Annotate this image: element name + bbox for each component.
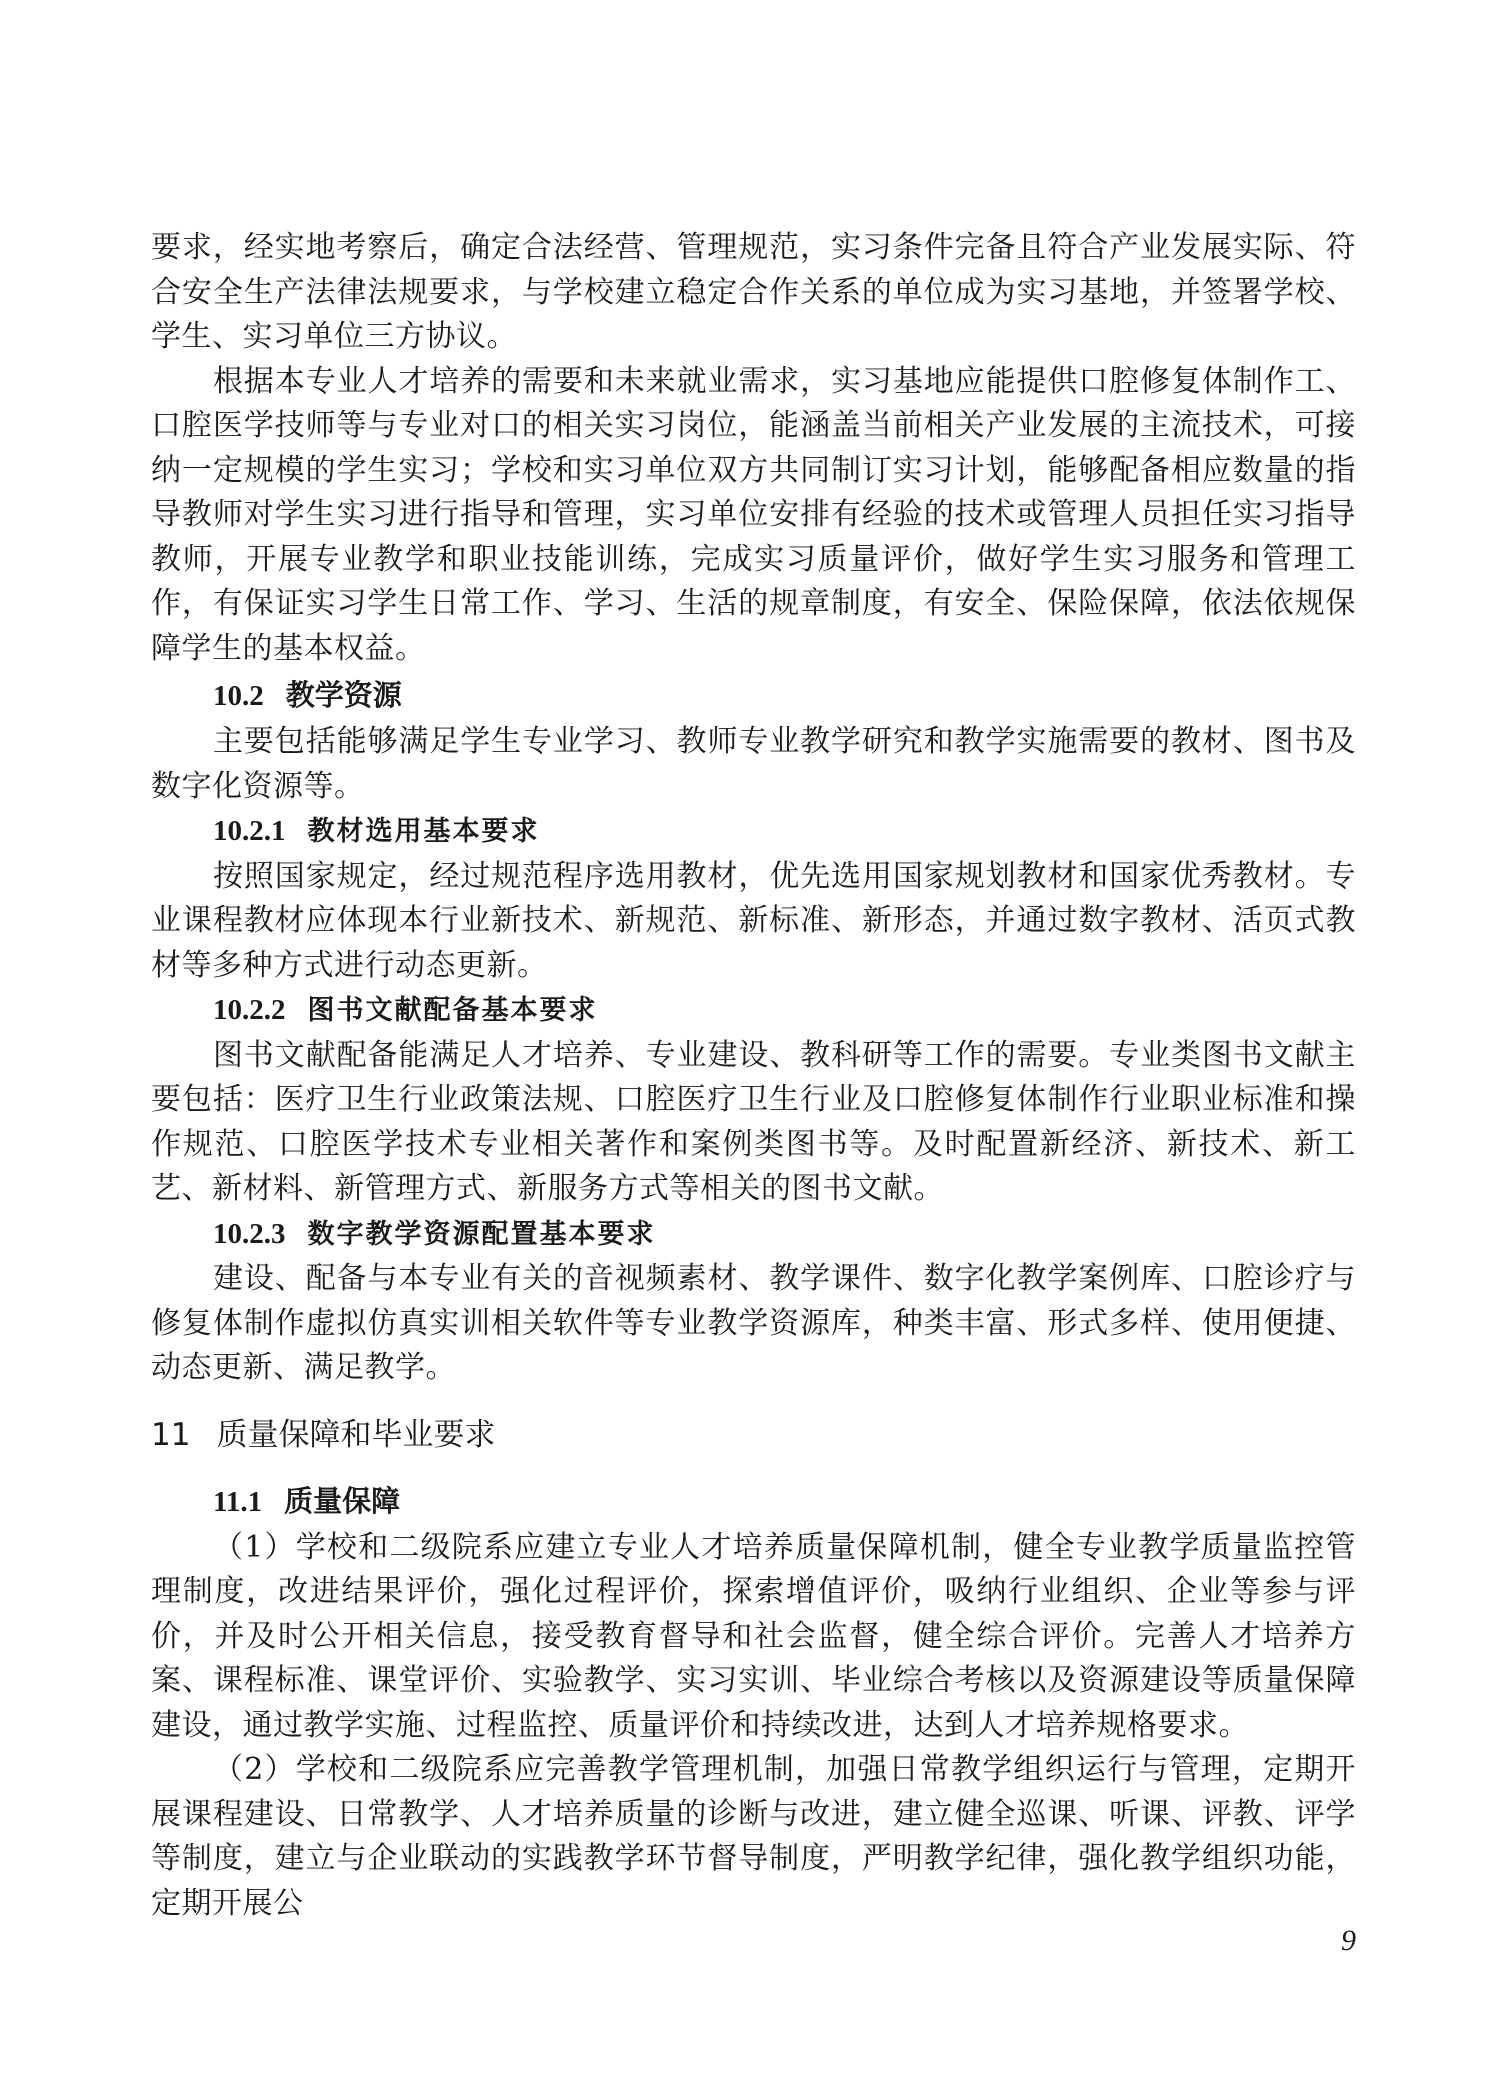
paragraph-digital-resources: 建设、配备与本专业有关的音视频素材、教学课件、数字化教学案例库、口腔诊疗与修复体制作虚拟仿真实训相关软件等专业教学资源库，种类丰富、形式多样、使用便捷、动态更新、满足教学。 (151, 1261, 1356, 1385)
heading-10-2-2-number: 10.2.2 (213, 994, 286, 1026)
paragraph-textbook-selection: 按照国家规定，经过规范程序选用教材，优先选用国家规划教材和国家优秀教材。专业课程教材应体现本行业新技术、新规范、新标准、新形态，并通过数字教材、活页式教材等多种方式进行动态更新。 (151, 858, 1356, 983)
heading-11 (151, 1413, 1356, 1457)
heading-10-2-3-title: 数字教学资源配置基本要求 (307, 1218, 656, 1250)
heading-10-2-2-title: 图书文献配备基本要求 (307, 995, 598, 1026)
heading-10-2-2 (151, 988, 1356, 1034)
heading-11-number: 11 (151, 1416, 191, 1453)
heading-10-2-3-number: 10.2.3 (213, 1217, 286, 1250)
heading-11-1-title: 质量保障 (284, 1483, 401, 1518)
heading-10-2 (151, 673, 1356, 718)
heading-11-1-number: 11.1 (213, 1485, 263, 1518)
heading-10-2-1-title: 教材选用基本要求 (307, 816, 540, 847)
paragraph-library-resources: 图书文献配备能满足人才培养、专业建设、教科研等工作的需要。专业类图书文献主要包括：医疗卫生行业政策法规、口腔医疗卫生行业及口腔修复体制作行业职业标准和操作规范、口腔医学技术专业相关著作和案例类图书等。及时配置新经济、新技术、新工艺、新材料、新管理方式、新服务方式等相关的图书文献。 (151, 1037, 1356, 1206)
heading-10-2-number: 10.2 (213, 680, 264, 712)
heading-10-2-1 (151, 809, 1356, 855)
heading-10-2-3 (151, 1212, 1356, 1258)
paragraph-quality-assurance-1: （1）学校和二级院系应建立专业人才培养质量保障机制，健全专业教学质量监控管理制度，改进结果评价，强化过程评价，探索增值评价，吸纳行业组织、企业等参与评价，并及时公开相关信息，接受教育督导和社会监督，健全综合评价。完善人才培养方案、课程标准、课堂评价、实验教学、实习实训、毕业综合考核以及资源建设等质量保障建设，通过教学实施、过程监控、质量评价和持续改进，达到人才培养规格要求。 (151, 1529, 1356, 1743)
heading-10-2-title: 教学资源 (285, 678, 402, 712)
paragraph-internship-base-requirements: 要求，经实地考察后，确定合法经营、管理规范，实习条件完备且符合产业发展实际、符合安全生产法律法规要求，与学校建立稳定合作关系的单位成为实习基地，并签署学校、学生、实习单位三方协议。 (151, 230, 1356, 354)
paragraph-internship-base-capability: 根据本专业人才培养的需要和未来就业需求，实习基地应能提供口腔修复体制作工、口腔医学技师等与专业对口的相关实习岗位，能涵盖当前相关产业发展的主流技术，可接纳一定规模的学生实习；学校和实习单位双方共同制订实习计划，能够配备相应数量的指导教师对学生实习进行指导和管理，实习单位安排有经验的技术或管理人员担任实习指导教师，开展专业教学和职业技能训练，完成实习质量评价，做好学生实习服务和管理工作，有保证实习学生日常工作、学习、生活的规章制度，有安全、保险保障，依法依规保障学生的基本权益。 (151, 363, 1356, 666)
paragraph-quality-assurance-2: （2）学校和二级院系应完善教学管理机制，加强日常教学组织运行与管理，定期开展课程建设、日常教学、人才培养质量的诊断与改进，建立健全巡课、听课、评教、评学等制度，建立与企业联动的实践教学环节督导制度，严明教学纪律，强化教学组织功能，定期开展公 (151, 1752, 1356, 1921)
page-number: 9 (1341, 1924, 1356, 1957)
heading-11-title: 质量保障和毕业要求 (216, 1416, 496, 1453)
document-body (151, 226, 1356, 1926)
paragraph-teaching-resources-intro: 主要包括能够满足学生专业学习、教师专业教学研究和教学实施需要的教材、图书及数字化资源等。 (151, 724, 1356, 804)
heading-11-1 (151, 1479, 1356, 1524)
heading-10-2-1-number: 10.2.1 (213, 815, 286, 847)
